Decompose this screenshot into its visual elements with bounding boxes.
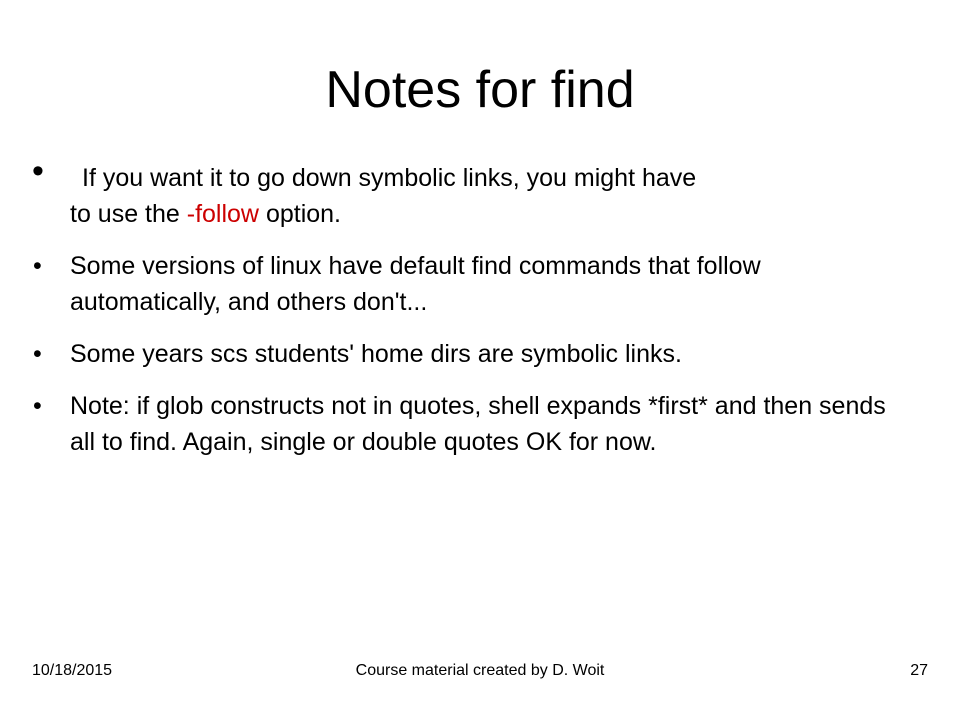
bullet-item: [0, 336, 960, 372]
bullet-text-line2: to use the: [70, 200, 187, 228]
bullet-text: Some years scs students' home dirs are symbolic links.: [70, 340, 682, 368]
bullet-item: [0, 152, 960, 232]
bullet-item: [0, 388, 960, 460]
footer-page-number: 27: [910, 662, 928, 679]
option-highlight: -follow: [186, 200, 259, 228]
bullet-text: Some versions of linux have default find commands that follow automatically, and others don't...: [70, 252, 761, 316]
bullet-text-line1: If you want it to go down symbolic links, you might have: [82, 164, 697, 192]
bullet-dot-icon: •: [32, 152, 44, 190]
bullet-dot-icon: •: [33, 340, 42, 368]
footer-date: 10/18/2015: [32, 662, 113, 679]
bullet-item: [0, 248, 960, 320]
slide-title: Notes for find: [325, 61, 635, 119]
bullet-dot-icon: •: [33, 392, 42, 420]
bullet-list: [0, 152, 960, 476]
footer-credit: Course material created by D. Woit: [355, 662, 605, 679]
bullet-dot-icon: •: [33, 252, 42, 280]
bullet-text: Note: if glob constructs not in quotes, shell expands *first* and then sends all to find. Again, single or double quotes OK for now.: [70, 392, 886, 456]
bullet-text-after: option.: [259, 200, 342, 228]
